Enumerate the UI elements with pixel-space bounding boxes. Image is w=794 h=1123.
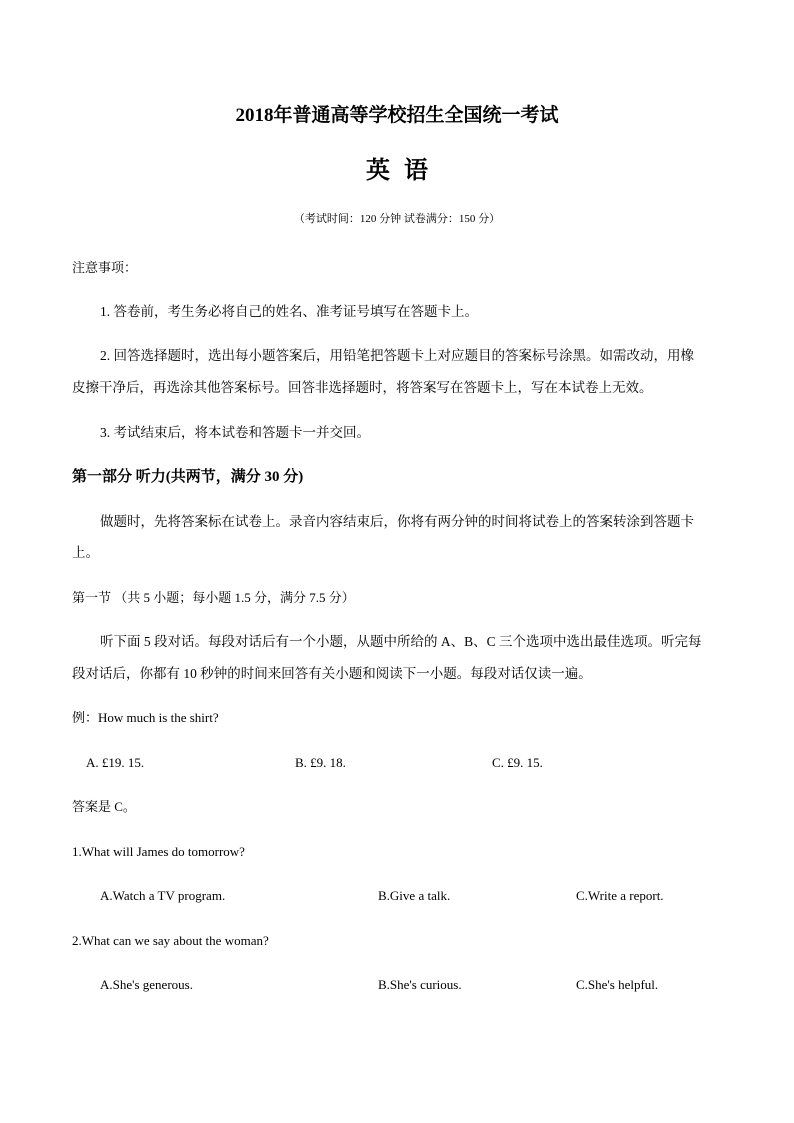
section1-instruction-line-2: 段对话后，你都有 10 秒钟的时间来回答有关小题和阅读下一小题。每段对话仅读一遍。 [72, 666, 592, 681]
exam-title: 2018年普通高等学校招生全国统一考试 [235, 105, 559, 126]
part1-instruction-line-2: 上。 [72, 545, 99, 560]
section1-heading: 第一节 （共 5 小题；每小题 1.5 分，满分 7.5 分） [72, 590, 355, 605]
example-question: 例：How much is the shirt? [72, 710, 219, 725]
question-1: 1.What will James do tomorrow? [72, 844, 245, 859]
question-1-option-c: C.Write a report. [576, 888, 664, 903]
subject-title: 英语 [366, 158, 442, 184]
notice-item-1: 1. 答卷前，考生务必将自己的姓名、准考证号填写在答题卡上。 [100, 304, 478, 319]
question-1-option-b: B.Give a talk. [378, 888, 451, 903]
question-2-option-c: C.She's helpful. [576, 977, 659, 992]
notice-item-2-line-2: 皮擦干净后，再选涂其他答案标号。回答非选择题时，将答案写在答题卡上，写在本试卷上无效。 [72, 380, 653, 395]
part1-heading: 第一部分 听力(共两节，满分 30 分) [72, 469, 304, 485]
exam-info: （考试时间：120 分钟 试卷满分：150 分） [293, 213, 501, 225]
notice-item-3: 3. 考试结束后，将本试卷和答题卡一并交回。 [100, 425, 370, 440]
example-answer: 答案是 C。 [72, 799, 136, 814]
example-option-a: A. £19. 15. [86, 755, 145, 770]
question-2-option-a: A.She's generous. [100, 977, 193, 992]
question-2: 2.What can we say about the woman? [72, 933, 269, 948]
notice-item-2-line-1: 2. 回答选择题时，选出每小题答案后，用铅笔把答题卡上对应题目的答案标号涂黑。如需改动，用橡 [100, 348, 694, 363]
example-option-c: C. £9. 15. [492, 755, 543, 770]
question-2-option-b: B.She's curious. [378, 977, 462, 992]
example-option-b: B. £9. 18. [295, 755, 346, 770]
section1-instruction-line-1: 听下面 5 段对话。每段对话后有一个小题，从题中所给的 A、B、C 三个选项中选出最佳选项。听完每 [100, 634, 702, 649]
part1-instruction-line-1: 做题时，先将答案标在试卷上。录音内容结束后，你将有两分钟的时间将试卷上的答案转涂到答题卡 [100, 514, 694, 529]
notice-label: 注意事项： [72, 260, 138, 275]
question-1-option-a: A.Watch a TV program. [100, 888, 226, 903]
